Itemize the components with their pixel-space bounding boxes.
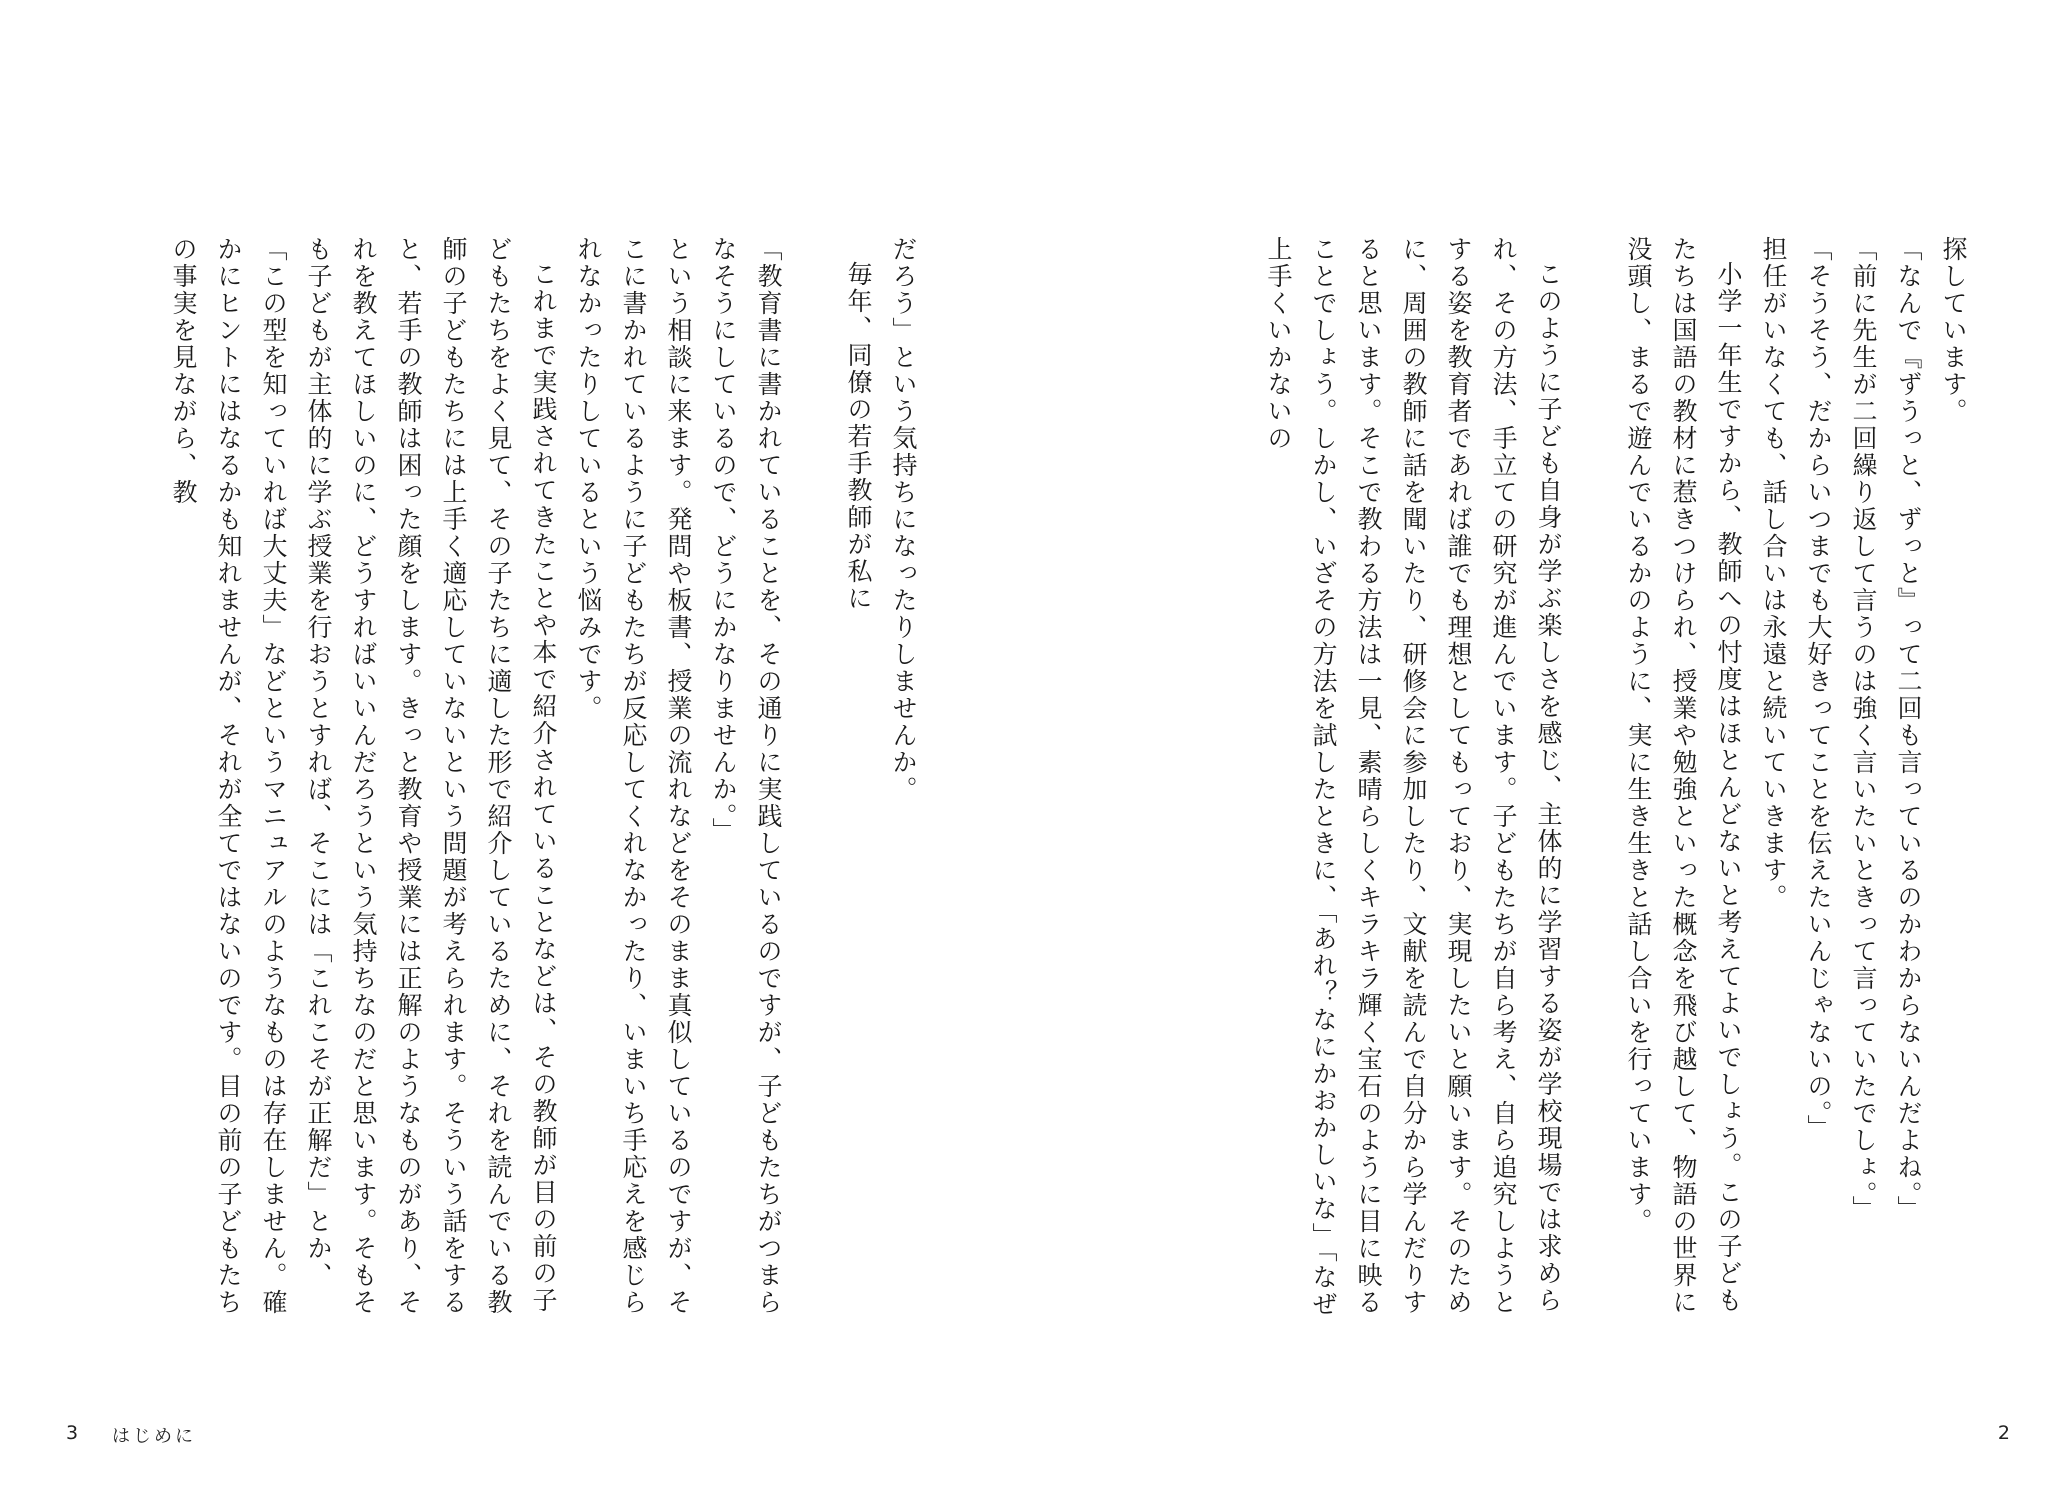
right-page bbox=[1024, 0, 2048, 1504]
left-page-body bbox=[26, 236, 926, 1326]
paragraph: 担任がいなくても、話し合いは永遠と続いていきます。 bbox=[1759, 236, 1788, 911]
paragraph: 「教育書に書かれていることを、その通りに実践しているのですが、子どもたちがつまらなそうにしているので、どうにかなりませんか。」 bbox=[709, 236, 783, 1316]
running-head: はじめに bbox=[112, 1426, 196, 1447]
paragraph: 「なんで『ずうっと、ずっと』って二回も言っているのかわからないんだよね。」 bbox=[1894, 236, 1923, 1223]
paragraph: 探しています。 bbox=[1939, 236, 1968, 425]
paragraph: という相談に来ます。発問や板書、授業の流れなどをそのまま真似しているのですが、そこに書かれているように子どもたちが反応してくれなかったり、いまいち手応えを感じられなかったりしているという悩みです。 bbox=[574, 236, 693, 1316]
right-page-body bbox=[1094, 236, 1976, 1326]
page-number: 2 bbox=[1997, 1422, 2010, 1444]
page-number: 3 bbox=[66, 1422, 79, 1444]
paragraph: だろう」という気持ちになったりしませんか。 bbox=[889, 236, 918, 803]
paragraph: 毎年、同僚の若手教師が私に bbox=[844, 261, 873, 612]
paragraph: 「そうそう、だからいつまでも大好きってことを伝えたいんじゃないの。」 bbox=[1804, 236, 1833, 1142]
paragraph: これまで実践されてきたことや本で紹介されていることなどは、その教師が目の前の子どもたちをよく見て、その子たちに適した形で紹介しているために、それを読んでいる教師の子どもたちには上手く適応していないという問題が考えられます。そういう話をすると、若手の教師は困った顔をします。きっと教育や授業には正解のようなものがあり、それを教えてほしいのに、どうすればいいんだろうという気持ちなのだと思います。そもそも子どもが主体的に学ぶ授業を行おうとすれば、そこには「これこそが正解だ」とか、「この型を知っていれば大丈夫」などというマニュアルのようなものは存在しません。確かにヒントにはなるかも知れませんが、それが全てではないのです。目の前の子どもたちの事実を見ながら、教 bbox=[169, 236, 558, 1316]
paragraph: このように子ども自身が学ぶ楽しさを感じ、主体的に学習する姿が学校現場では求められ、その方法、手立ての研究が進んでいます。子どもたちが自ら考え、自ら追究しようとする姿を教育者であれば誰でも理想としてもっており、実現したいと願います。そのために、周囲の教師に話を聞いたり、研修会に参加したり、文献を読んで自分から学んだりすると思います。そこで教わる方法は一見、素晴らしくキラキラ輝く宝石のように目に映ることでしょう。しかし、いざその方法を試したときに、「あれ？なにかおかしいな」「なぜ上手くいかないの bbox=[1264, 236, 1563, 1318]
paragraph: 「前に先生が二回繰り返して言うのは強く言いたいときって言っていたでしょ。」 bbox=[1849, 236, 1878, 1223]
paragraph: 小学一年生ですから、教師への忖度はほとんどないと考えてよいでしょう。この子どもたちは国語の教材に惹きつけられ、授業や勉強といった概念を飛び越して、物語の世界に没頭し、まるで遊んでいるかのように、実に生き生きと話し合いを行っています。 bbox=[1624, 236, 1743, 1316]
